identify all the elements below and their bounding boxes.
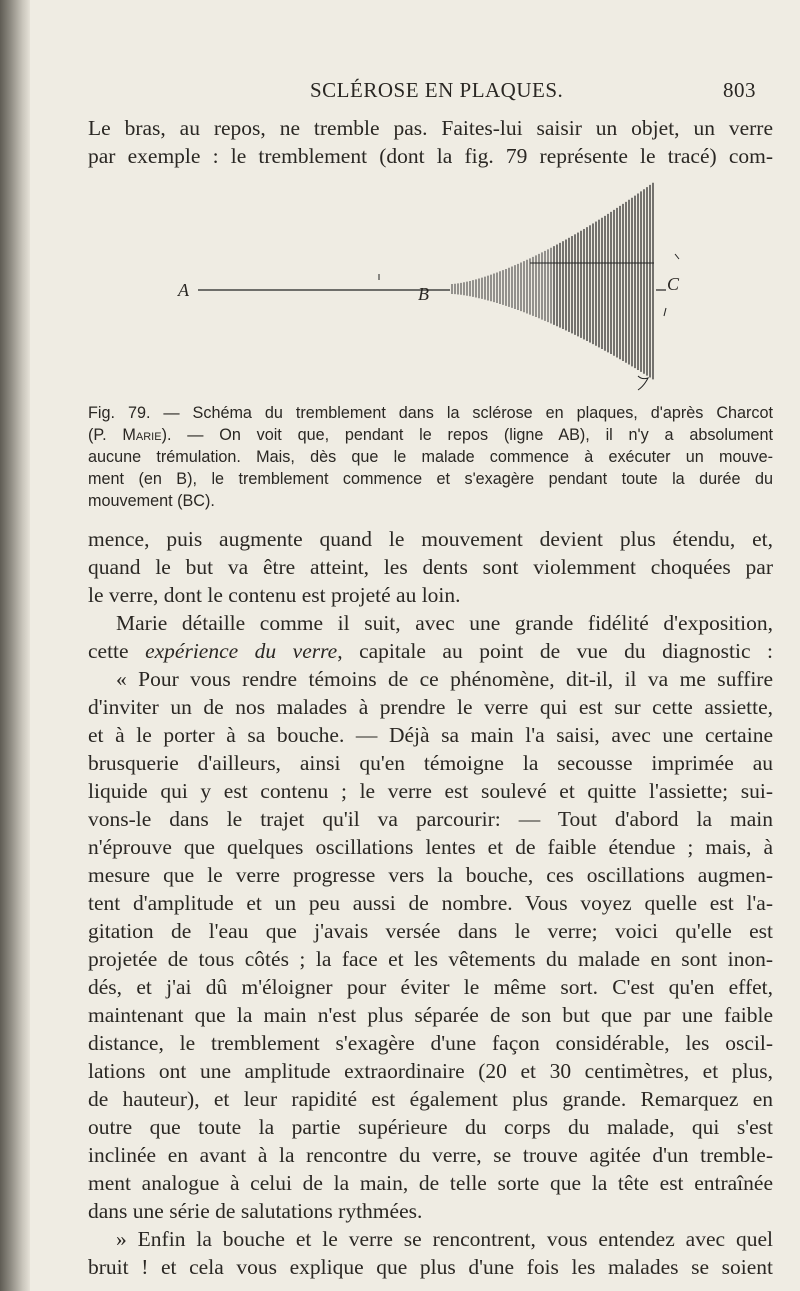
text-line: maintenant que la main n'est plus séparée de son but que par une faible (88, 1003, 773, 1027)
caption-line (88, 424, 773, 446)
label-b: B (418, 284, 429, 304)
text-line: tent d'amplitude et un peu aussi de nombre. Vous voyez quelle est l'a- (88, 891, 773, 915)
tremor-diagram (180, 168, 700, 398)
running-title: SCLÉROSE EN PLAQUES. (310, 78, 564, 102)
text-line: brusquerie d'ailleurs, ainsi qu'en témoigne la secousse imprimée au (88, 751, 773, 775)
page-number: 803 (723, 78, 756, 102)
text-line: « Pour vous rendre témoins de ce phénomène, dit-il, il va me suffire (116, 667, 773, 691)
text-line: » Enfin la bouche et le verre se rencontrent, vous entendez avec quel (116, 1227, 773, 1251)
text-line: lations ont une amplitude extraordinaire (20 et 30 centimètres, et plus, (88, 1059, 773, 1083)
text-line: de hauteur), et leur rapidité est également plus grande. Remarquez en (88, 1087, 773, 1111)
running-header (310, 78, 756, 106)
label-a: A (178, 280, 189, 300)
text-span: , capitale au point de vue du diagnostic : (337, 639, 774, 663)
caption-line: Fig. 79. — Schéma du tremblement dans la sclérose en plaques, d'après Charcot (88, 404, 773, 422)
text-span: cette (88, 639, 129, 663)
text-line: liquide qui y est contenu ; le verre est soulevé et quitte l'assiette; sui- (88, 779, 773, 803)
emphasis-text: expérience du verre (145, 639, 338, 663)
text-line: inclinée en avant à la rencontre du verre, se trouve agitée d'un tremble- (88, 1143, 773, 1167)
text-line: Marie détaille comme il suit, avec une grande fidélité d'exposition, (116, 611, 773, 635)
caption-text: ). — On voit que, pendant le repos (ligne AB), il n'y a absolument (161, 426, 774, 444)
caption-line: ment (en B), le tremblement commence et s'exagère pendant toute la durée du (88, 470, 773, 488)
text-line: bruit ! et cela vous explique que plus d'une fois les malades se soient (88, 1255, 773, 1279)
text-line: Le bras, au repos, ne tremble pas. Faites-lui saisir un objet, un verre (88, 116, 773, 140)
text-line: dans une série de salutations rythmées. (88, 1199, 423, 1223)
text-line: et à le porter à sa bouche. — Déjà sa main l'a saisi, avec une certaine (88, 723, 773, 747)
figure-caption (88, 402, 773, 512)
caption-text: (P. (88, 426, 107, 444)
caption-line: mouvement (BC). (88, 492, 215, 510)
text-line: outre que toute la partie supérieure du corps du malade, qui s'est (88, 1115, 773, 1139)
label-c: C (667, 274, 680, 294)
paragraph-top (88, 114, 773, 170)
end-mark (664, 308, 666, 316)
caption-line: aucune trémulation. Mais, dès que le malade commence à exécuter un mouve- (88, 448, 773, 466)
caption-author: Marie (122, 426, 162, 444)
text-line: distance, le tremblement s'exagère d'une façon considérable, les oscil- (88, 1031, 773, 1055)
body-text (88, 525, 773, 1281)
text-line: vons-le dans le trajet qu'il va parcourir: — Tout d'abord la main (88, 807, 773, 831)
text-line (88, 637, 773, 665)
text-line: gitation de l'eau que j'avais versée dans le verre; voici qu'elle est (88, 919, 773, 943)
text-line: par exemple : le tremblement (dont la fig. 79 représente le tracé) com- (88, 144, 773, 168)
text-line: n'éprouve que quelques oscillations lentes et de faible étendue ; mais, à (88, 835, 773, 859)
text-line: mesure que le verre progresse vers la bouche, ces oscillations augmen- (88, 863, 773, 887)
text-line: le verre, dont le contenu est projeté au loin. (88, 583, 461, 607)
text-line: ment analogue à celui de la main, de telle sorte que la tête est entraînée (88, 1171, 773, 1195)
book-page (30, 0, 800, 1291)
text-line: dés, et j'ai dû m'éloigner pour éviter le même sort. C'est qu'en effet, (88, 975, 773, 999)
text-line: projetée de tous côtés ; la face et les vêtements du malade en sont inon- (88, 947, 773, 971)
book-spine-shadow (0, 0, 30, 1291)
text-line: d'inviter un de nos malades à prendre le verre qui est sur cette assiette, (88, 695, 773, 719)
tremor-figure (180, 168, 700, 398)
text-line: mence, puis augmente quand le mouvement devient plus étendu, et, (88, 527, 773, 551)
text-line: quand le but va être atteint, les dents sont violemment choquées par (88, 555, 773, 579)
end-mark (675, 254, 679, 259)
end-curl (638, 376, 648, 390)
